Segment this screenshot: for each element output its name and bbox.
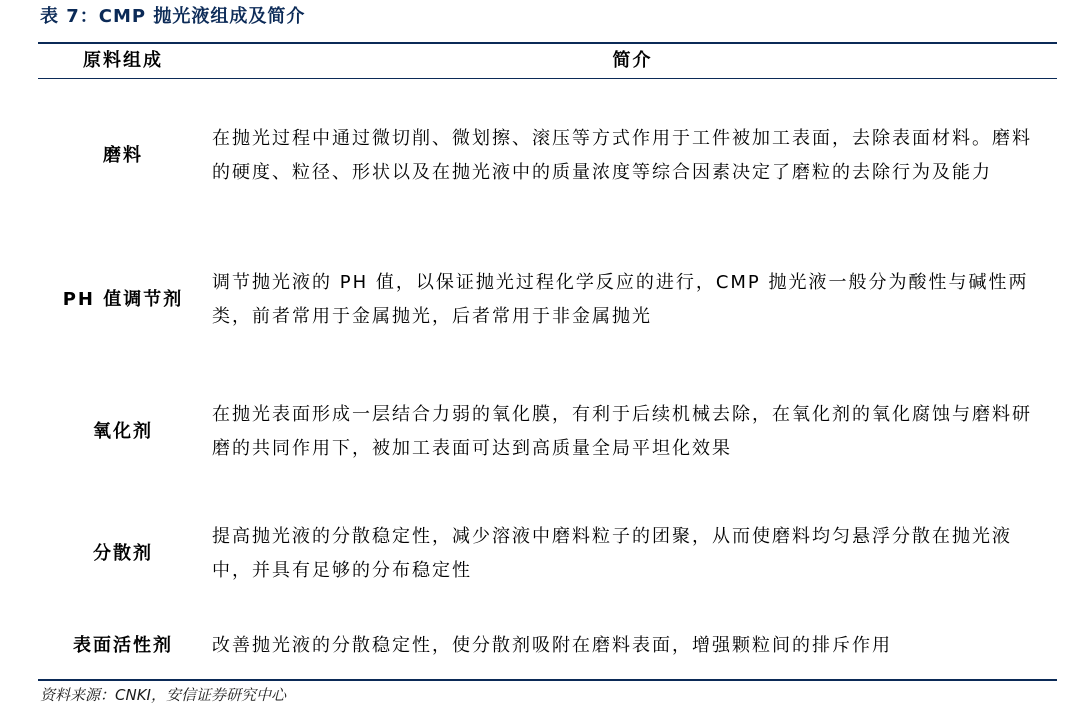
row-label: 分散剂 [93, 543, 153, 564]
table-row-oxidizer [38, 396, 1057, 468]
header-description: 简介 [612, 50, 653, 71]
row-label: 氧化剂 [93, 421, 153, 442]
row-description: 在抛光过程中通过微切削、微划擦、滚压等方式作用于工件被加工表面，去除表面材料。磨料的硬度、粒径、形状以及在抛光液中的质量浓度等综合因素决定了磨粒的去除行为及能力 [212, 128, 1032, 183]
row-description: 改善抛光液的分散稳定性，使分散剂吸附在磨料表面，增强颗粒间的排斥作用 [212, 635, 892, 656]
table-title: 表 7：CMP 抛光液组成及简介 [40, 6, 306, 27]
row-description: 提高抛光液的分散稳定性，减少溶液中磨料粒子的团聚，从而使磨料均匀悬浮分散在抛光液中，并具有足够的分布稳定性 [212, 526, 1012, 581]
top-rule [38, 42, 1057, 44]
row-description: 调节抛光液的 PH 值，以保证抛光过程化学反应的进行，CMP 抛光液一般分为酸性与碱性两类，前者常用于金属抛光，后者常用于非金属抛光 [212, 272, 1029, 327]
source-note: 资料来源：CNKI，安信证券研究中心 [40, 686, 286, 704]
table-row-surfactant [38, 626, 1057, 666]
table-row-abrasive [38, 104, 1057, 208]
bottom-rule [38, 679, 1057, 681]
row-label: 表面活性剂 [73, 635, 173, 656]
header-material-composition: 原料组成 [83, 50, 163, 71]
row-label: PH 值调节剂 [62, 289, 184, 310]
row-label: 磨料 [103, 145, 143, 166]
table-row-dispersant [38, 518, 1057, 590]
row-description: 在抛光表面形成一层结合力弱的氧化膜，有利于后续机械去除，在氧化剂的氧化腐蚀与磨料研磨的共同作用下，被加工表面可达到高质量全局平坦化效果 [212, 404, 1032, 459]
header-rule [38, 78, 1057, 79]
table-row-ph-regulator [38, 264, 1057, 336]
